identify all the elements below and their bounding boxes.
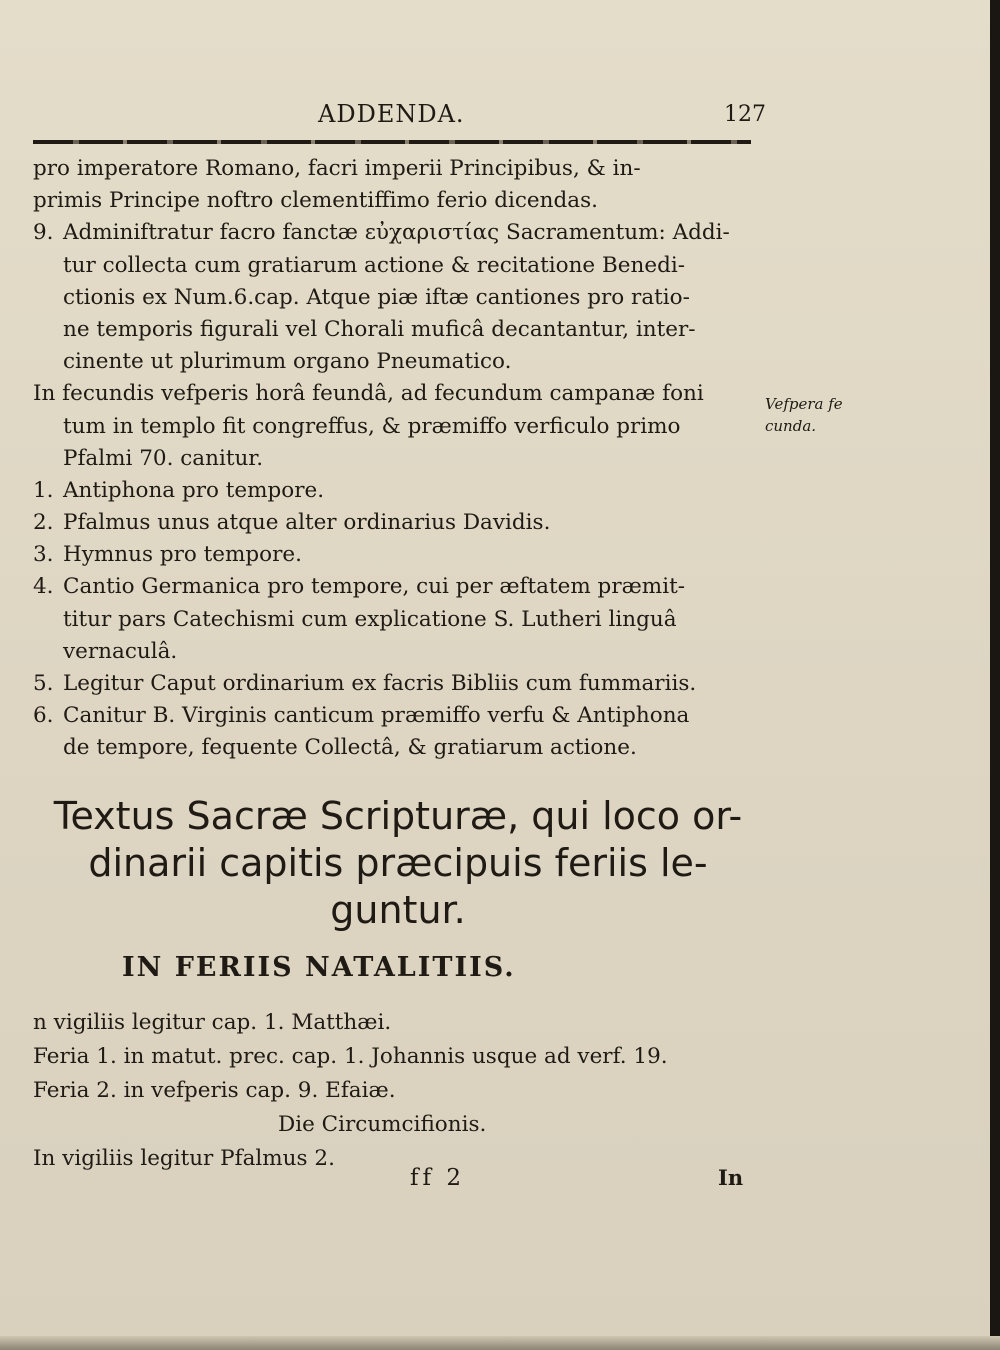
section-title-line: dinarii capitis præcipuis feriis le- bbox=[88, 841, 708, 885]
list-item bbox=[33, 668, 753, 700]
body-line: Pfalmi 70. canitur. bbox=[63, 445, 264, 471]
page-edge-right bbox=[990, 0, 1000, 1350]
list-item bbox=[33, 539, 753, 571]
reading-line: In vigiliis legitur Pfalmus 2. bbox=[33, 1146, 335, 1171]
body-line: In fecundis vefperis horâ feundâ, ad fecundum campanæ foni bbox=[33, 381, 704, 407]
readings-list bbox=[33, 1006, 753, 1176]
margin-note: Vefpera fe cunda. bbox=[765, 395, 843, 435]
reading-line: Feria 1. in matut. prec. cap. 1. Johannis usque ad verf. 19. bbox=[33, 1044, 668, 1069]
section-title-line: Textus Sacræ Scripturæ, qui loco or- bbox=[53, 794, 743, 838]
item-text: Cantio Germanica pro tempore, cui per æftatem præmit- bbox=[63, 574, 685, 600]
item-text: Canitur B. Virginis canticum præmiffo verfu & Antiphona bbox=[63, 703, 690, 729]
signature-mark: ff 2 bbox=[410, 1165, 465, 1191]
subheading: Die Circumcifionis. bbox=[278, 1112, 487, 1137]
item-number: 2. bbox=[33, 510, 54, 536]
item-text: Legitur Caput ordinarium ex facris Bibliis cum fummariis. bbox=[63, 671, 697, 696]
section-heading: IN FERIIS NATALITIIS. bbox=[122, 952, 516, 983]
body-line: pro imperatore Romano, facri imperii Principibus, & in- bbox=[33, 156, 641, 181]
reading-line: Feria 2. in vefperis cap. 9. Efaiæ. bbox=[33, 1078, 396, 1103]
catchword: In bbox=[718, 1165, 744, 1190]
body-line: ctionis ex Num.6.cap. Atque piæ iftæ cantiones pro ratio- bbox=[63, 284, 690, 310]
item-text: titur pars Catechismi cum explicatione S. Lutheri linguâ bbox=[63, 606, 677, 632]
body-line: cinente ut plurimum organo Pneumatico. bbox=[63, 349, 512, 375]
page-edge-bottom bbox=[0, 1336, 1000, 1350]
item-number: 1. bbox=[33, 477, 54, 503]
item-number: 5. bbox=[33, 671, 54, 696]
section-title-line: guntur. bbox=[330, 888, 466, 932]
item-9 bbox=[33, 217, 753, 249]
running-header: ADDENDA. bbox=[318, 100, 465, 128]
item-number: 9. bbox=[33, 220, 54, 246]
body-line: primis Principe noftro clementiffimo ferio dicendas. bbox=[33, 188, 598, 214]
list-item bbox=[33, 507, 753, 539]
body-line: ne temporis figurali vel Chorali muficâ decantantur, inter- bbox=[63, 316, 696, 342]
list-item bbox=[33, 475, 753, 507]
item-text: de tempore, fequente Collectâ, & gratiarum actione. bbox=[63, 735, 637, 761]
reading-line: n vigiliis legitur cap. 1. Matthæi. bbox=[33, 1010, 392, 1035]
body-line: Adminiftratur facro fanctæ εὐχαριστίας Sacramentum: Addi- bbox=[63, 220, 730, 246]
body-text bbox=[33, 153, 753, 765]
item-text: Hymnus pro tempore. bbox=[63, 542, 302, 568]
list-item bbox=[33, 571, 753, 603]
item-text: Antiphona pro tempore. bbox=[63, 477, 325, 503]
item-number: 6. bbox=[33, 703, 54, 729]
item-text: Pfalmus unus atque alter ordinarius Davidis. bbox=[63, 510, 551, 536]
section-title bbox=[33, 793, 763, 934]
list-item bbox=[33, 700, 753, 732]
item-number: 3. bbox=[33, 542, 54, 568]
item-text: vernaculâ. bbox=[63, 638, 178, 664]
header-rule bbox=[33, 140, 751, 144]
page-number: 127 bbox=[724, 102, 766, 127]
item-number: 4. bbox=[33, 574, 54, 600]
body-line: tur collecta cum gratiarum actione & recitatione Benedi- bbox=[63, 252, 685, 278]
body-line: tum in templo fit congreffus, & præmiffo verficulo primo bbox=[63, 413, 681, 439]
